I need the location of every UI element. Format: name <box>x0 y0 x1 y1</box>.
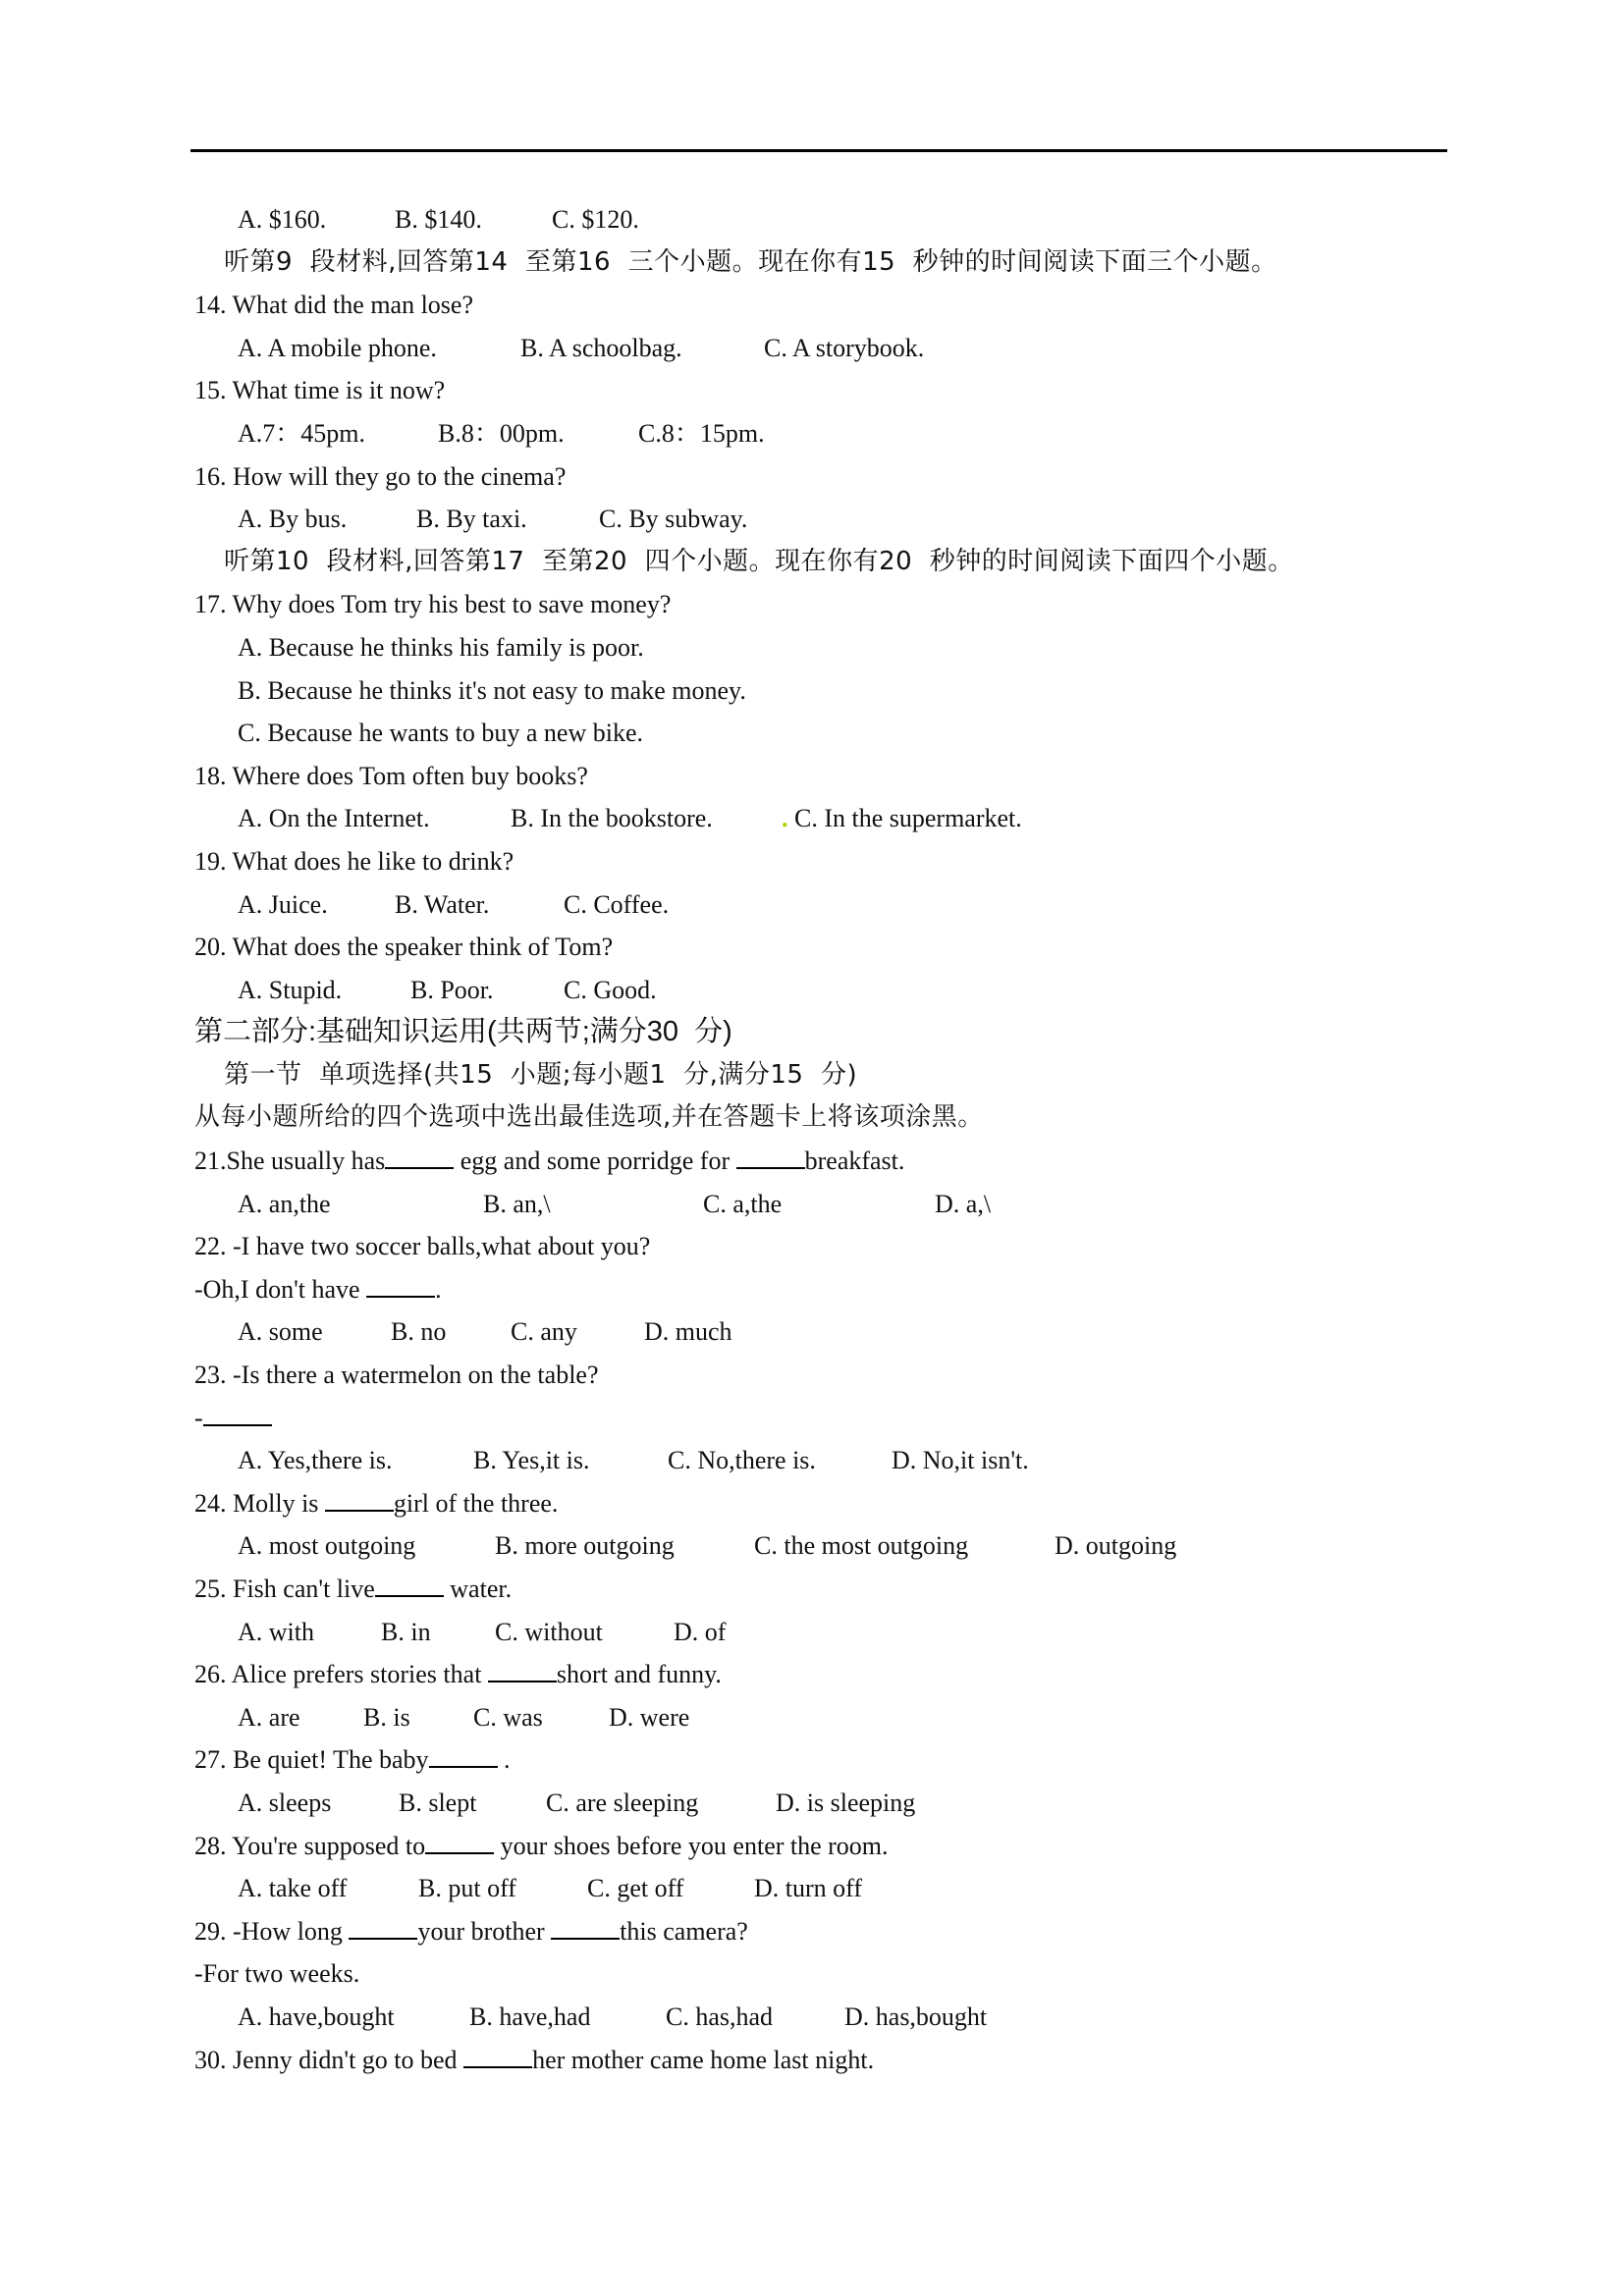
q22-stem-line2 <box>194 1268 1432 1311</box>
q25-options <box>194 1611 1432 1654</box>
option: B. slept <box>399 1788 477 1817</box>
option: B. Poor. <box>410 975 494 1004</box>
option: D. a,\ <box>935 1189 992 1218</box>
q20-options <box>194 969 1432 1012</box>
option: C.8：15pm. <box>638 418 765 448</box>
answer-blank <box>375 1574 444 1597</box>
option: A. A mobile phone. <box>238 333 437 362</box>
option: B. By taxi. <box>416 505 527 534</box>
option: D. were <box>609 1702 690 1732</box>
q26-stem <box>194 1653 1432 1696</box>
q26-text-a: 26. Alice prefers stories that <box>194 1660 488 1689</box>
section1-instruction: 从每小题所给的四个选项中选出最佳选项,并在答题卡上将该项涂黑。 <box>194 1102 984 1133</box>
q27-stem <box>194 1738 1432 1782</box>
option: C. was <box>473 1702 543 1732</box>
q27-text-a: 27. Be quiet! The baby <box>194 1745 429 1775</box>
q23-stem-line2 <box>194 1397 1432 1440</box>
q30-text-a: 30. Jenny didn't go to bed <box>194 2045 464 2074</box>
q21-text-c: breakfast. <box>804 1147 905 1176</box>
option: C. No,there is. <box>668 1446 816 1475</box>
q25-text-a: 25. Fish can't live <box>194 1575 375 1603</box>
option: B. no <box>391 1317 447 1347</box>
q26-options <box>194 1696 1432 1739</box>
q14-stem: 14. What did the man lose? <box>194 291 474 320</box>
option: D. of <box>674 1617 727 1646</box>
option: A. Juice. <box>238 889 328 919</box>
q24-text-a: 24. Molly is <box>194 1488 325 1518</box>
q29-text-b: your brother <box>417 1916 552 1946</box>
option: B. in <box>381 1617 431 1646</box>
section1-title: 第一节 单项选择(共15 小题;每小题1 分,满分15 分) <box>224 1059 858 1090</box>
q15-stem: 15. What time is it now? <box>194 376 446 405</box>
q13-options <box>194 198 1432 241</box>
option: A. By bus. <box>238 505 348 534</box>
answer-blank <box>551 1916 620 1940</box>
q21-text-a: 21.She usually has <box>194 1147 386 1176</box>
q28-stem <box>194 1825 1432 1868</box>
stray-mark: . <box>782 804 788 833</box>
q25-stem <box>194 1568 1432 1611</box>
option: C. Coffee. <box>564 889 670 919</box>
q20-stem: 20. What does the speaker think of Tom? <box>194 933 614 962</box>
option: A. Yes,there is. <box>238 1446 393 1475</box>
q23-dash: - <box>194 1403 203 1432</box>
answer-blank <box>349 1916 417 1940</box>
option: B. is <box>363 1702 410 1732</box>
q22-text-b: . <box>435 1274 442 1304</box>
q19-options <box>194 883 1432 927</box>
option: C. has,had <box>666 2002 774 2031</box>
option: A. On the Internet. <box>238 804 430 833</box>
option: B. $140. <box>395 205 482 234</box>
answer-blank <box>325 1488 394 1512</box>
option: A. are <box>238 1702 300 1732</box>
q17-option-a: A. Because he thinks his family is poor. <box>238 632 644 662</box>
option: C. Good. <box>564 975 657 1004</box>
q22-stem-line1: 22. -I have two soccer balls,what about you? <box>194 1232 651 1261</box>
option: A. with <box>238 1617 314 1646</box>
option: A. take off <box>238 1874 348 1903</box>
option: C. the most outgoing <box>754 1531 969 1561</box>
option: C. any <box>511 1317 577 1347</box>
q28-options <box>194 1867 1432 1910</box>
answer-blank <box>488 1659 557 1682</box>
answer-blank <box>425 1831 494 1854</box>
q26-text-b: short and funny. <box>556 1660 722 1689</box>
answer-blank <box>385 1146 454 1169</box>
answer-blank <box>203 1403 272 1426</box>
q24-text-b: girl of the three. <box>393 1488 559 1518</box>
listening-instruction-9: 听第9 段材料,回答第14 至第16 三个小题。现在你有15 秒钟的时间阅读下面三个小题。 <box>224 246 1277 277</box>
option: D. turn off <box>754 1874 863 1903</box>
answer-blank <box>429 1744 498 1768</box>
q21-options <box>194 1183 1432 1226</box>
q24-stem <box>194 1482 1432 1525</box>
option: C. without <box>495 1617 603 1646</box>
option: B. In the bookstore. <box>511 804 713 833</box>
q29-stem-line2: -For two weeks. <box>194 1959 360 1989</box>
option: A. sleeps <box>238 1788 332 1817</box>
q24-options <box>194 1524 1432 1568</box>
q18-stem: 18. Where does Tom often buy books? <box>194 761 588 790</box>
q15-options <box>194 412 1432 455</box>
q14-options <box>194 327 1432 370</box>
option: D. outgoing <box>1055 1531 1177 1561</box>
q28-text-a: 28. You're supposed to <box>194 1831 426 1860</box>
q23-options <box>194 1439 1432 1482</box>
option: C. In the supermarket. <box>794 804 1022 833</box>
q21-stem <box>194 1140 1432 1183</box>
q30-text-b: her mother came home last night. <box>532 2045 875 2074</box>
option: C. By subway. <box>599 505 748 534</box>
q16-stem: 16. How will they go to the cinema? <box>194 461 567 491</box>
option: D. much <box>644 1317 732 1347</box>
option: A.7：45pm. <box>238 418 366 448</box>
q29-stem-line1 <box>194 1910 1432 1953</box>
q27-options <box>194 1782 1432 1825</box>
answer-blank <box>366 1274 435 1298</box>
option: C. $120. <box>552 205 639 234</box>
q18-options <box>194 797 1432 840</box>
q27-text-b: . <box>497 1745 511 1775</box>
option: B. Yes,it is. <box>473 1446 590 1475</box>
option: D. has,bought <box>844 2002 988 2031</box>
option: D. No,it isn't. <box>892 1446 1029 1475</box>
q23-stem-line1: 23. -Is there a watermelon on the table? <box>194 1361 599 1390</box>
q22-text-a: -Oh,I don't have <box>194 1274 367 1304</box>
q30-stem <box>194 2039 1432 2082</box>
option: B.8：00pm. <box>438 418 565 448</box>
option: B. an,\ <box>483 1189 551 1218</box>
option: B. more outgoing <box>495 1531 675 1561</box>
q29-text-a: 29. -How long <box>194 1916 350 1946</box>
option: C. are sleeping <box>546 1788 699 1817</box>
option: A. some <box>238 1317 323 1347</box>
answer-blank <box>736 1146 805 1169</box>
option: C. a,the <box>703 1189 783 1218</box>
q19-stem: 19. What does he like to drink? <box>194 846 514 876</box>
option: D. is sleeping <box>776 1788 916 1817</box>
q22-options <box>194 1310 1432 1354</box>
option: B. A schoolbag. <box>520 333 682 362</box>
option: A. an,the <box>238 1189 331 1218</box>
option: B. put off <box>418 1874 516 1903</box>
exam-page <box>194 198 1432 2081</box>
q29-options <box>194 1996 1432 2039</box>
q17-stem: 17. Why does Tom try his best to save money? <box>194 590 672 619</box>
option: C. get off <box>587 1874 684 1903</box>
q21-text-b: egg and some porridge for <box>454 1147 736 1176</box>
option: B. have,had <box>469 2002 591 2031</box>
q17-option-b: B. Because he thinks it's not easy to make money. <box>238 675 746 705</box>
listening-instruction-10: 听第10 段材料,回答第17 至第20 四个小题。现在你有20 秒钟的时间阅读下面四个小题。 <box>224 546 1294 576</box>
option: A. Stupid. <box>238 975 343 1004</box>
option: A. $160. <box>238 205 327 234</box>
option: B. Water. <box>395 889 490 919</box>
q17-option-c: C. Because he wants to buy a new bike. <box>238 719 644 748</box>
header-rule <box>190 149 1447 152</box>
answer-blank <box>463 2045 532 2068</box>
q25-text-b: water. <box>443 1575 513 1603</box>
q29-text-c: this camera? <box>620 1916 748 1946</box>
part2-title: 第二部分:基础知识运用(共两节;满分30 分) <box>194 1016 732 1048</box>
q28-text-b: your shoes before you enter the room. <box>494 1831 889 1860</box>
option: C. A storybook. <box>764 333 925 362</box>
q16-options <box>194 498 1432 541</box>
option: A. have,bought <box>238 2002 395 2031</box>
option: A. most outgoing <box>238 1531 416 1561</box>
